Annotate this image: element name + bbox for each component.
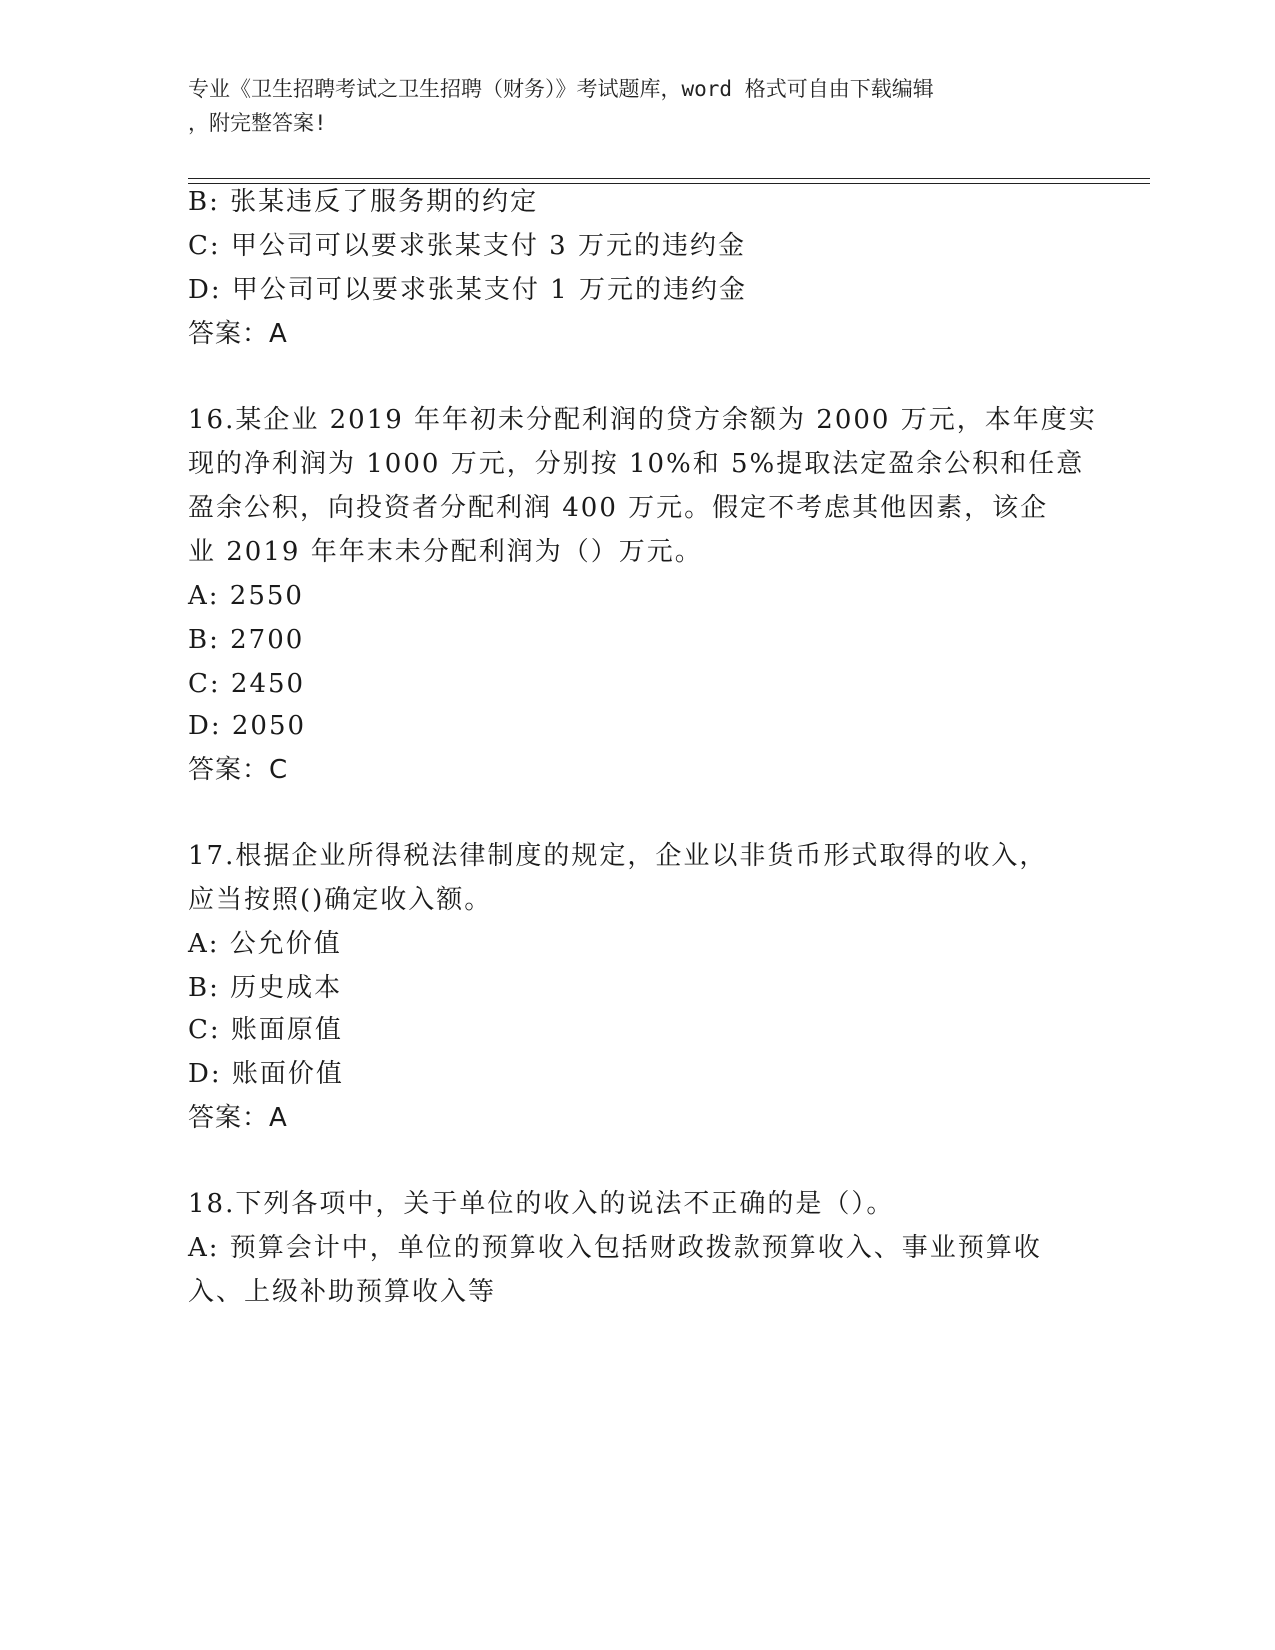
q17-option-d: D: 账面价值 [188,1059,344,1089]
q17-answer: 答案：A [188,1103,288,1133]
q16-option-d: D: 2050 [188,711,307,741]
q15-option-b: B: 张某违反了服务期的约定 [188,187,539,217]
q16-stem-line-1: 16.某企业 2019 年年初未分配利润的贷方余额为 2000 万元，本年度实 [188,405,1097,435]
q15-option-c: C: 甲公司可以要求张某支付 3 万元的违约金 [188,231,746,261]
header-divider-bottom [188,183,1150,184]
q16-option-c: C: 2450 [188,669,306,699]
q18-option-a-line-1: A: 预算会计中，单位的预算收入包括财政拨款预算收入、事业预算收 [188,1233,1042,1263]
q17-stem-line-2: 应当按照()确定收入额。 [188,885,493,915]
q16-option-a: A: 2550 [188,581,304,611]
q16-answer: 答案：C [188,755,289,785]
q18-stem-line-1: 18.下列各项中，关于单位的收入的说法不正确的是（）。 [188,1189,895,1219]
header-divider-top [188,178,1150,179]
q16-stem-line-4: 业 2019 年年末未分配利润为（）万元。 [188,537,703,567]
q16-option-b: B: 2700 [188,625,305,655]
header-line-2: ，附完整答案! [188,111,327,135]
q16-stem-line-2: 现的净利润为 1000 万元，分别按 10%和 5%提取法定盈余公积和任意 [188,449,1085,479]
q17-option-c: C: 账面原值 [188,1015,343,1045]
q15-option-d: D: 甲公司可以要求张某支付 1 万元的违约金 [188,275,747,305]
q17-stem-line-1: 17.根据企业所得税法律制度的规定，企业以非货币形式取得的收入， [188,841,1048,871]
q16-stem-line-3: 盈余公积，向投资者分配利润 400 万元。假定不考虑其他因素，该企 [188,493,1049,523]
q18-option-a-line-2: 入、上级补助预算收入等 [188,1277,497,1307]
header-title [188,72,1068,140]
q17-option-a: A: 公允价值 [188,929,342,959]
header-line-1: 专业《卫生招聘考试之卫生招聘（财务）》考试题库，word 格式可自由下载编辑 [188,77,934,101]
q17-option-b: B: 历史成本 [188,973,343,1003]
q15-answer: 答案：A [188,319,288,349]
